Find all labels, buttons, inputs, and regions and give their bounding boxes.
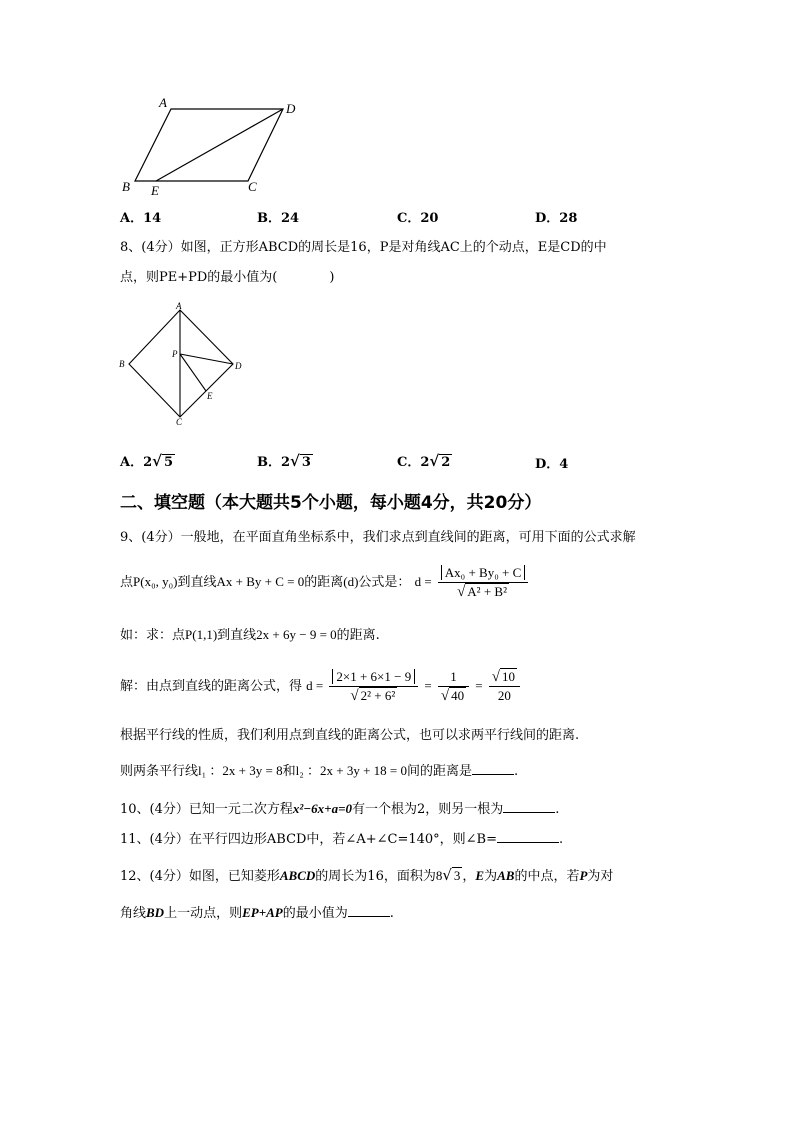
label-e: E [151, 183, 159, 198]
q9-l4-eq1: = [424, 678, 432, 693]
label-a: A [176, 301, 182, 311]
q8-option-a-prefix: A．2 [120, 455, 153, 470]
q9-line6 [120, 762, 518, 781]
q9-l6-b: 间的距离是 [406, 764, 472, 779]
q8-option-a-radicand: 5 [164, 455, 174, 470]
radical-icon: √ [350, 688, 359, 704]
q9-l3-b: 到直线 [217, 628, 257, 643]
figure-square [115, 300, 250, 425]
q12-epap: EP+AP [242, 905, 283, 920]
q9-l6-and: 和 [282, 764, 296, 779]
q9-l4-frac2 [438, 668, 469, 705]
q9-text-a: 点 [120, 575, 134, 590]
radical-icon: √ [440, 688, 450, 704]
q9-l4-den-text: 2² + 6² [360, 688, 396, 703]
q9-formula-numerator [438, 564, 528, 583]
radical-icon: √ [491, 669, 500, 685]
radical-icon: √ [152, 452, 162, 470]
q8-option-c-radicand: 2 [441, 455, 451, 470]
q10-line [120, 800, 559, 819]
parallelogram-shape [135, 109, 283, 181]
q12-ab: AB [497, 868, 515, 883]
label-d: D [286, 101, 296, 116]
q9-line4 [120, 666, 522, 707]
q9-l4-a: 解：由点到直线的距离公式，得 [120, 679, 303, 694]
radical-icon: √ [290, 452, 300, 470]
q9-l4-frac2-den [438, 687, 469, 705]
q9-formula-num-text: Ax₀ + By₀ + C [441, 565, 525, 580]
q7-option-a: A．14 [120, 211, 162, 226]
q8-option-c [397, 451, 452, 471]
segment-ed [156, 109, 283, 181]
q9-l4-eq2: = [475, 678, 483, 693]
q11-end: . [559, 832, 564, 847]
q12-p: P [579, 868, 588, 883]
q8-option-b [257, 451, 313, 471]
q9-point: P(x₀, y₀) [133, 574, 178, 589]
radical-icon: √ [429, 452, 440, 470]
segment-pe [180, 354, 206, 391]
q8-line1: 8、(4分）如图，正方形ABCD的周长是16，P是对角线AC上的个动点，E是CD的中 [120, 240, 607, 255]
label-b: B [122, 179, 130, 194]
label-a: A [159, 95, 167, 110]
square-shape [129, 310, 233, 417]
q12-l2-b: 上一动点，则 [164, 906, 243, 921]
q10-equation: x²−6x+a=0 [292, 801, 352, 816]
q10-end: . [555, 802, 560, 817]
radical-icon: √ [442, 866, 452, 884]
q12-g: 为对 [587, 869, 614, 884]
q12-d: 为 [484, 869, 498, 884]
q9-l4-frac3-den: 20 [497, 688, 511, 703]
label-d: D [235, 361, 242, 371]
q8-option-b-radicand: 3 [301, 455, 311, 470]
label-p: P [172, 349, 178, 359]
q9-l6-l1: l₁ ：2x + 3y = 8 [198, 763, 283, 778]
q9-l6-l2: l₂ ：2x + 3y + 18 = 0 [295, 763, 407, 778]
q9-l6-end: . [514, 764, 519, 779]
q11-answer-blank[interactable] [497, 830, 559, 843]
q7-option-c: C．20 [397, 211, 439, 226]
label-e: E [207, 391, 213, 401]
q9-l3-c: 的距离. [336, 628, 380, 643]
q9-l4-d: d = [306, 678, 324, 693]
q12-b: 的周长为16，面积为 [315, 869, 436, 884]
square-svg [115, 300, 250, 425]
q12-e: E [475, 868, 485, 883]
q9-l3-point: P(1,1) [185, 627, 218, 642]
q11-a: 11、(4分）在平行四边形ABCD中，若∠A+∠C=140°，则∠B= [120, 832, 497, 847]
q9-line5: 根据平行线的性质，我们利用点到直线的距离公式，也可以求两平行线间的距离. [120, 728, 580, 743]
q12-c: ， [462, 869, 476, 884]
q9-answer-blank[interactable] [472, 762, 514, 775]
q9-l4-frac3-num [489, 668, 520, 687]
q9-l4-frac2-num: 1 [438, 668, 469, 687]
q12-line2 [120, 904, 394, 923]
q9-formula-denominator [438, 583, 528, 601]
q12-f: 的中点，若 [514, 869, 580, 884]
q9-l4-frac1-num [329, 668, 418, 687]
q12-area-coef: 8 [435, 868, 443, 883]
q9-line2 [120, 562, 530, 603]
q9-text-c: 的距离 [304, 575, 344, 590]
q9-l4-frac1 [329, 668, 418, 705]
q12-l2-end: . [389, 906, 394, 921]
q12-bd: BD [146, 905, 165, 920]
label-b: B [119, 359, 125, 369]
parallelogram-svg [115, 95, 315, 200]
q9-l4-sqrt40: 40 [451, 688, 465, 703]
q9-d-paren: (d) [343, 574, 359, 589]
q9-line3 [120, 626, 380, 645]
radical-icon: √ [457, 584, 466, 600]
q9-l3-a: 如：求：点 [120, 628, 186, 643]
q10-answer-blank[interactable] [503, 800, 555, 813]
q9-line1: 9、(4分）一般地，在平面直角坐标系中，我们求点到直线间的距离，可用下面的公式求解 [120, 530, 636, 545]
label-c: C [248, 179, 257, 194]
q12-answer-blank[interactable] [348, 904, 390, 917]
q12-area-rad: 3 [453, 868, 461, 883]
q8-line2: 点，则PE+PD的最小值为( ) [120, 270, 335, 285]
q12-a: 12、(4分）如图，已知菱形 [120, 869, 280, 884]
q7-option-d: D．28 [535, 211, 578, 226]
q9-l6-a: 则两条平行线 [120, 764, 199, 779]
q10-b: 有一个根为2，则另一根为 [351, 802, 504, 817]
section-heading: 二、填空题（本大题共5个小题，每小题4分，共20分） [120, 493, 542, 513]
q9-formula [438, 564, 528, 601]
q7-option-b: B．24 [257, 211, 300, 226]
q9-text-e: 公式是： [358, 575, 411, 590]
figure-parallelogram [115, 95, 315, 200]
q9-l4-num-text: 2×1 + 6×1 − 9 [332, 669, 415, 684]
label-c: C [176, 417, 183, 425]
q9-l3-line: 2x + 6y − 9 = 0 [256, 627, 337, 642]
q11-line [120, 830, 563, 849]
q12-line1 [120, 866, 613, 886]
q10-a: 10、(4分）已知一元二次方程 [120, 802, 293, 817]
q8-option-d: D．4 [535, 457, 569, 472]
q9-formula-den-text: A² + B² [467, 584, 507, 599]
q9-l4-sqrt10: 10 [501, 669, 515, 684]
q9-line-eq: Ax + By + C = 0 [216, 574, 305, 589]
q8-option-b-prefix: B．2 [257, 455, 291, 470]
q12-l2-a: 角线 [120, 906, 147, 921]
q9-d-label: d = [414, 574, 432, 589]
q12-l2-c: 的最小值为 [282, 906, 348, 921]
q8-option-a [120, 451, 175, 471]
q9-l4-frac3 [489, 668, 520, 705]
q12-abcd: ABCD [279, 868, 316, 883]
q9-l4-frac1-den [329, 687, 418, 705]
q8-option-c-prefix: C．2 [397, 455, 430, 470]
q9-text-b: 到直线 [177, 575, 217, 590]
